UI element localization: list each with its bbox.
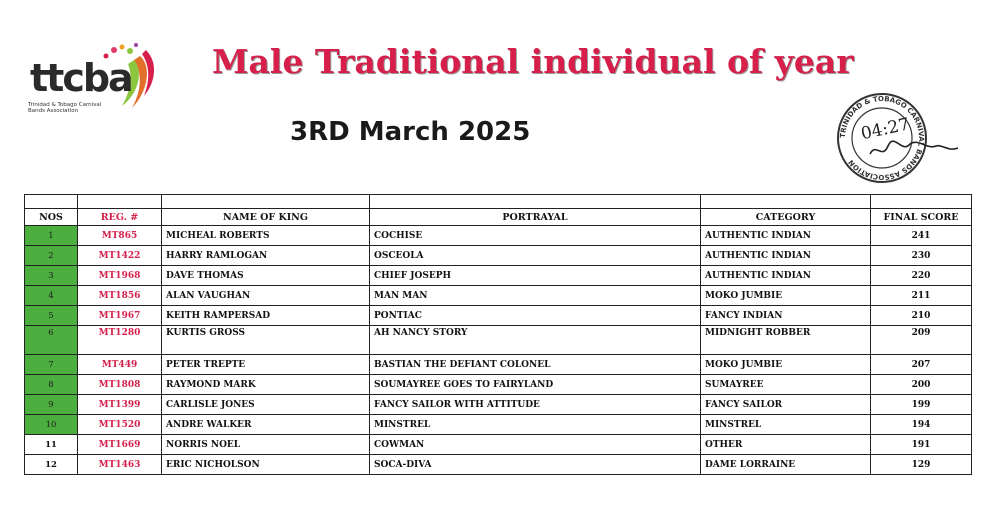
header-name: NAME OF KING (162, 209, 370, 226)
cell-category: MIDNIGHT ROBBER (701, 326, 871, 355)
cell-portrayal: COCHISE (370, 226, 701, 246)
cell-portrayal: FANCY SAILOR WITH ATTITUDE (370, 395, 701, 415)
logo-text: ttcba (30, 56, 132, 100)
table-row (25, 266, 972, 286)
cell-category: DAME LORRAINE (701, 455, 871, 475)
cell-final-score: 129 (871, 455, 972, 475)
cell-category: OTHER (701, 435, 871, 455)
cell-portrayal: MAN MAN (370, 286, 701, 306)
cell-nos: 10 (25, 415, 78, 435)
cell-reg-number: MT1856 (78, 286, 162, 306)
cell-final-score: 199 (871, 395, 972, 415)
cell-reg-number: MT1808 (78, 375, 162, 395)
cell-nos: 1 (25, 226, 78, 246)
cell-final-score: 207 (871, 355, 972, 375)
table-row (25, 246, 972, 266)
event-date: 3RD March 2025 (290, 117, 531, 147)
cell-nos: 9 (25, 395, 78, 415)
cell-category: SUMAYREE (701, 375, 871, 395)
cell-portrayal: PONTIAC (370, 306, 701, 326)
signature-scribble (870, 141, 958, 154)
cell-reg-number: MT449 (78, 355, 162, 375)
cell-category: MOKO JUMBIE (701, 355, 871, 375)
cell-category: MINSTREL (701, 415, 871, 435)
cell-portrayal: MINSTREL (370, 415, 701, 435)
table-row (25, 326, 972, 355)
cell-nos: 12 (25, 455, 78, 475)
cell-portrayal: AH NANCY STORY (370, 326, 701, 355)
cell-portrayal: BASTIAN THE DEFIANT COLONEL (370, 355, 701, 375)
cell-name: NORRIS NOEL (162, 435, 370, 455)
table-row (25, 415, 972, 435)
cell-category: AUTHENTIC INDIAN (701, 246, 871, 266)
header-category: CATEGORY (701, 209, 871, 226)
cell-portrayal: CHIEF JOSEPH (370, 266, 701, 286)
cell-nos: 11 (25, 435, 78, 455)
cell-portrayal: SOUMAYREE GOES TO FAIRYLAND (370, 375, 701, 395)
cell-reg-number: MT1967 (78, 306, 162, 326)
stamp-ring-text: TRINIDAD & TOBAGO CARNIVAL BANDS ASSOCIATION (838, 94, 926, 182)
table-row (25, 226, 972, 246)
cell-portrayal: OSCEOLA (370, 246, 701, 266)
cell-final-score: 200 (871, 375, 972, 395)
cell-reg-number: MT1520 (78, 415, 162, 435)
cell-name: RAYMOND MARK (162, 375, 370, 395)
cell-final-score: 220 (871, 266, 972, 286)
cell-category: AUTHENTIC INDIAN (701, 266, 871, 286)
table-row (25, 395, 972, 415)
association-stamp (818, 88, 980, 188)
header-final-score: FINAL SCORE (871, 209, 972, 226)
cell-name: ERIC NICHOLSON (162, 455, 370, 475)
cell-reg-number: MT1463 (78, 455, 162, 475)
cell-final-score: 230 (871, 246, 972, 266)
cell-name: KURTIS GROSS (162, 326, 370, 355)
cell-nos: 4 (25, 286, 78, 306)
table-row (25, 286, 972, 306)
cell-name: CARLISLE JONES (162, 395, 370, 415)
stamp-handwriting: 04:27 (859, 114, 912, 145)
cell-reg-number: MT1968 (78, 266, 162, 286)
cell-reg-number: MT1399 (78, 395, 162, 415)
cell-nos: 3 (25, 266, 78, 286)
cell-reg-number: MT1422 (78, 246, 162, 266)
cell-reg-number: MT1280 (78, 326, 162, 355)
cell-nos: 6 (25, 326, 78, 355)
table-row (25, 435, 972, 455)
header-reg: REG. # (78, 209, 162, 226)
cell-final-score: 194 (871, 415, 972, 435)
cell-final-score: 210 (871, 306, 972, 326)
logo-subtitle: Trinidad & Tobago Carnival Bands Association (28, 102, 102, 114)
cell-reg-number: MT865 (78, 226, 162, 246)
cell-final-score: 209 (871, 326, 972, 355)
header-nos: NOS (25, 209, 78, 226)
cell-nos: 5 (25, 306, 78, 326)
table-row (25, 306, 972, 326)
cell-name: PETER TREPTE (162, 355, 370, 375)
cell-category: MOKO JUMBIE (701, 286, 871, 306)
header-portrayal: PORTRAYAL (370, 209, 701, 226)
cell-reg-number: MT1669 (78, 435, 162, 455)
cell-portrayal: SOCA-DIVA (370, 455, 701, 475)
table-row (25, 375, 972, 395)
cell-nos: 7 (25, 355, 78, 375)
cell-final-score: 241 (871, 226, 972, 246)
cell-category: AUTHENTIC INDIAN (701, 226, 871, 246)
cell-name: DAVE THOMAS (162, 266, 370, 286)
table-spacer-row (25, 195, 972, 209)
cell-final-score: 211 (871, 286, 972, 306)
cell-nos: 2 (25, 246, 78, 266)
cell-nos: 8 (25, 375, 78, 395)
page-title: Male Traditional individual of year (212, 42, 854, 81)
cell-final-score: 191 (871, 435, 972, 455)
cell-name: ANDRE WALKER (162, 415, 370, 435)
cell-name: HARRY RAMLOGAN (162, 246, 370, 266)
cell-name: KEITH RAMPERSAD (162, 306, 370, 326)
table-row (25, 355, 972, 375)
cell-category: FANCY INDIAN (701, 306, 871, 326)
cell-category: FANCY SAILOR (701, 395, 871, 415)
cell-name: MICHEAL ROBERTS (162, 226, 370, 246)
cell-name: ALAN VAUGHAN (162, 286, 370, 306)
results-table (24, 194, 972, 475)
cell-portrayal: COWMAN (370, 435, 701, 455)
table-row (25, 455, 972, 475)
table-header-row (25, 209, 972, 226)
